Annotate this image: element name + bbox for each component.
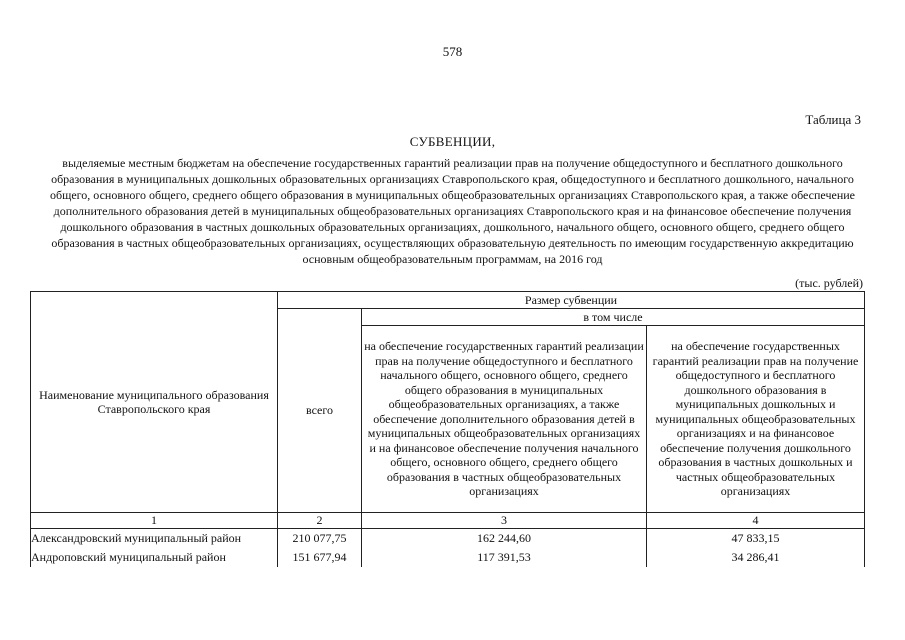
header-row-1 xyxy=(31,292,865,309)
municipality-name: Андроповский муниципальный район xyxy=(31,548,278,567)
header-municipality-name: Наименование муниципального образования Ставропольского края xyxy=(31,292,278,513)
column-number-2: 2 xyxy=(278,513,362,529)
header-general-education: на обеспечение государственных гарантий реализации прав на получение общедоступного и бесплатного начального общего, основного общего, среднего общего образования в муниципальных общеобразовательных организациях, а также обеспечение дополнительного образования детей в муниципальных общеобразовательных организациях и на финансовое обеспечение получения начального общего, основного общего, среднего общего образования в частных общеобразовательных организациях xyxy=(362,326,647,513)
total-value: 210 077,75 xyxy=(278,528,362,548)
municipality-name: Александровский муниципальный район xyxy=(31,528,278,548)
column-number-1: 1 xyxy=(31,513,278,529)
preschool-education-value: 47 833,15 xyxy=(647,528,865,548)
units-label: (тыс. рублей) xyxy=(795,276,863,290)
column-numbers-row xyxy=(31,513,865,529)
column-number-4: 4 xyxy=(647,513,865,529)
subvention-table xyxy=(30,291,865,567)
header-including: в том числе xyxy=(362,309,865,326)
table-label: Таблица 3 xyxy=(805,112,861,127)
table-row xyxy=(31,548,865,567)
column-number-3: 3 xyxy=(362,513,647,529)
table-row xyxy=(31,528,865,548)
preschool-education-value: 34 286,41 xyxy=(647,548,865,567)
general-education-value: 117 391,53 xyxy=(362,548,647,567)
document-description: выделяемые местным бюджетам на обеспечение государственных гарантий реализации прав на получение общедоступного и бесплатного дошкольного образования в муниципальных дошкольных образовательных организациях Ставропольского края, общедоступного и бесплатного дошкольного, начального общего, основного общего, среднего общего образования в муниципальных общеобразовательных организациях Ставропольского края, а также обеспечение дополнительного образования детей в муниципальных общеобразовательных организациях Ставропольского края и на финансовое обеспечение получения дошкольного образования в частных дошкольных образовательных организациях, дошкольного, начального общего, основного общего, среднего общего образования в частных общеобразовательных организациях, осуществляющих образовательную деятельность по имеющим государственную аккредитацию основным общеобразовательным программам, на 2016 год xyxy=(49,156,855,266)
header-subvention-size: Размер субвенции xyxy=(278,292,865,309)
general-education-value: 162 244,60 xyxy=(362,528,647,548)
document-title: СУБВЕНЦИИ, xyxy=(409,134,496,149)
header-preschool-education: на обеспечение государственных гарантий реализации прав на получение общедоступного и бесплатного дошкольного образования в муниципальных дошкольных и муниципальных общеобразовательных организациях и на финансовое обеспечение получения дошкольного образования в частных дошкольных и частных общеобразовательных организациях xyxy=(647,326,865,513)
total-value: 151 677,94 xyxy=(278,548,362,567)
page-number: 578 xyxy=(442,44,463,59)
header-total: всего xyxy=(278,309,362,513)
